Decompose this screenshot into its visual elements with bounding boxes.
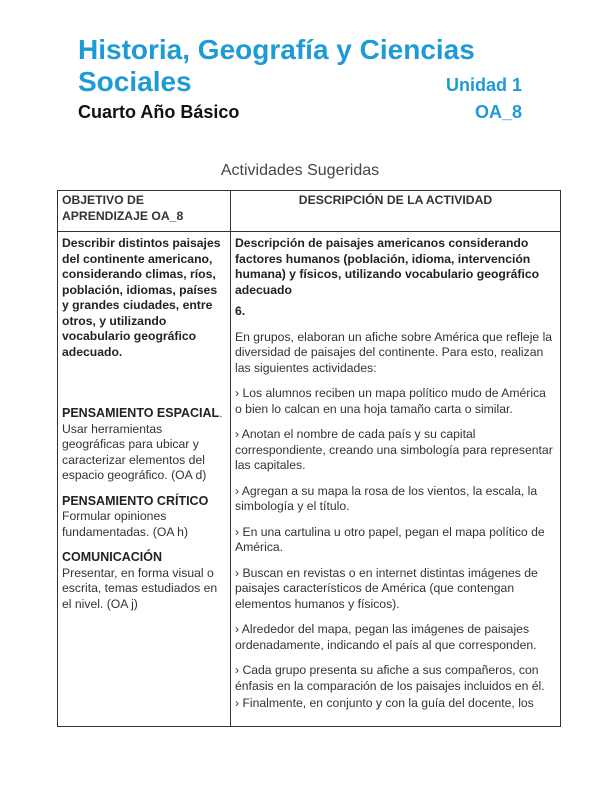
- skill-title: COMUNICACIÓN: [62, 550, 162, 564]
- grade-label: Cuarto Año Básico: [78, 101, 240, 122]
- grade-row: [78, 100, 522, 124]
- col-header-description: DESCRIPCIÓN DE LA ACTIVIDAD: [231, 191, 561, 232]
- skill-text: Presentar, en forma visual o escrita, temas estudiados en el nivel. (OA j): [62, 565, 218, 611]
- skill-communication: [62, 550, 226, 612]
- list-item: › Cada grupo presenta su afiche a sus compañeros, con énfasis en la comparación de los paisajes incluidos en él.: [235, 663, 545, 693]
- oa-label: OA_8: [474, 101, 522, 122]
- skill-critical: [62, 494, 226, 541]
- list-item: › Anotan el nombre de cada país y su capital correspondiente, creando una simbología para representar las capitales.: [235, 427, 553, 472]
- list-item: › Agregan a su mapa la rosa de los vientos, la escala, la simbología y el título.: [235, 483, 538, 513]
- description-title: Descripción de paisajes americanos considerando factores humanos (población, idioma, intervención humana) y físicos, utilizando vocabulario geográfico adecuado: [235, 236, 540, 297]
- skill-spatial: [62, 406, 226, 484]
- list-item: › Finalmente, en conjunto y con la guía del docente, los: [235, 696, 534, 710]
- list-item: › Buscan en revistas o en internet distintas imágenes de paisajes característicos de América (que contengan elementos humanos y físicos).: [235, 565, 538, 611]
- section-title: Actividades Sugeridas: [220, 162, 380, 179]
- skill-text: Formular opiniones fundamentadas. (OA h): [62, 509, 189, 539]
- document-header: [78, 34, 522, 124]
- list-item: › Alrededor del mapa, pegan las imágenes de paisajes ordenadamente, indicando el país al que corresponden.: [235, 622, 537, 652]
- objective-cell: [58, 232, 231, 727]
- document-title-line1: Historia, Geografía y Ciencias: [78, 34, 475, 65]
- description-cell: [231, 232, 561, 727]
- activities-table: [57, 190, 561, 727]
- title-row: [78, 66, 522, 98]
- col-header-objective: OBJETIVO DE APRENDIZAJE OA_8: [58, 191, 231, 232]
- skill-title: PENSAMIENTO ESPACIAL: [62, 406, 220, 420]
- unit-label: Unidad 1: [445, 75, 522, 95]
- skill-title: PENSAMIENTO CRÍTICO: [62, 493, 209, 508]
- list-item: › Los alumnos reciben un mapa político mudo de América o bien lo calcan en una hoja tamaño carta o similar.: [235, 386, 546, 416]
- activity-intro: En grupos, elaboran un afiche sobre América que refleje la diversidad de paisajes del continente. Para esto, realizan las siguientes actividades:: [235, 329, 553, 375]
- list-item: › En una cartulina u otro papel, pegan el mapa político de América.: [235, 524, 545, 554]
- objective-text: Describir distintos paisajes del continente americano, considerando climas, ríos, población, idiomas, países y grandes ciudades, entre otros, y utilizando vocabulario geográfico adecuado.: [62, 236, 221, 359]
- document-title-line2: Sociales: [78, 66, 192, 97]
- table-body-row: [58, 232, 561, 727]
- activity-number: 6.: [235, 304, 246, 318]
- skill-text: . Usar herramientas geográficas para ubicar y caracterizar elementos del espacio geográfico. (OA d): [62, 406, 223, 482]
- table-header-row: [58, 191, 561, 232]
